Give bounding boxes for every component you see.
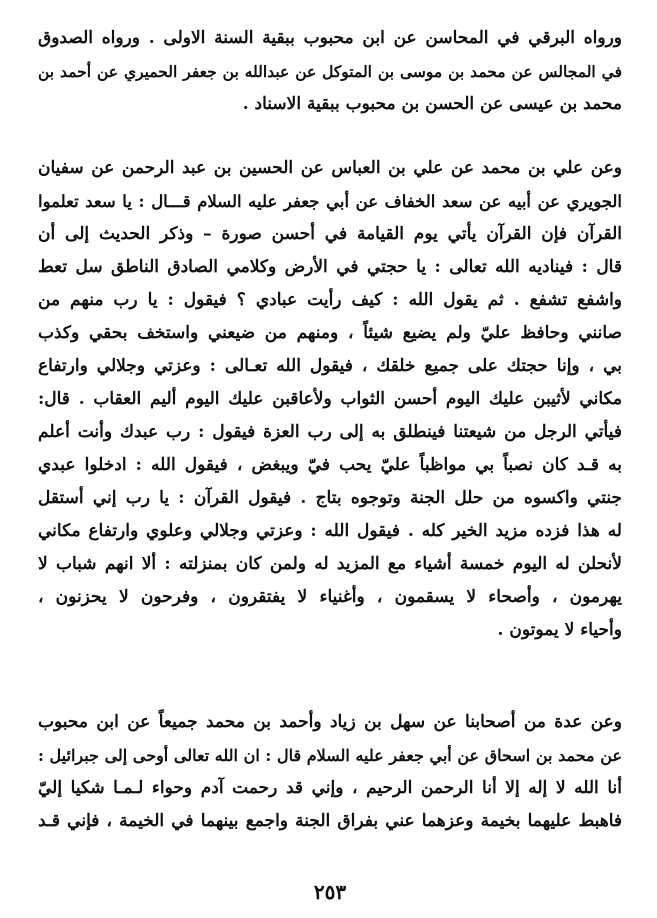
text-line: لأنحلن له اليوم خمسة أشياء مع المزيد له ولمن كان بمنزلته : ألا انهم شباب لا — [38, 554, 622, 574]
text-line: فيأتي الرجل من شيعتنا فينطلق به إلى رب العزة فيقول : رب عبدك وأنت أعلم — [38, 422, 622, 442]
text-line: يهرمون ، وأصحاء لا يسقمون ، وأغنياء لا يفتقرون ، وفرحون لا يحزنون ، — [38, 587, 622, 607]
text-line: مكاني لأثيبن عليك اليوم أحسن الثواب ولأعاقبن عليك اليوم أليم العقاب . قال: — [38, 389, 622, 409]
text-line: محمد بن عيسى عن الحسن بن محبوب ببقية الاسناد . — [242, 94, 622, 114]
text-line: عن محمد بن اسحاق عن أبي جعفر عليه السلام قال : ان الله تعالى أوحى إلى جبرائيل : — [38, 746, 622, 765]
text-line: وأحياء لا يموتون . — [497, 620, 622, 640]
text-line: فاهبط عليهما بخيمة وعزهما عني بفراق الجنة واجمع بينهما في الخيمة ، فإني قـد — [38, 811, 622, 831]
text-line: له هذا فزده مزيد الخير كله . فيقول الله : وعزتي وجلالي وعلوي وارتفاع مكاني — [38, 521, 622, 541]
text-line: القرآن فإن القرآن يأتي يوم القيامة في أحسن صورة – وذكر الحديث إلى أن — [38, 224, 622, 244]
text-line: الجويري عن أبيه عن سعد الخفاف عن أبي جعفر عليه السلام قـــال : يا سعد تعلموا — [38, 192, 622, 211]
text-line: جنتي واكسوه من حلل الجنة وتوجوه بتاج . فيقول القرآن : يا رب إني أستقل — [38, 488, 622, 508]
text-line: ورواه البرقي في المحاسن عن ابن محبوب ببقية السنة الاولى . ورواه الصدوق — [38, 28, 622, 48]
text-line: واشفع تشفع . ثم يقول الله : كيف رأيت عبادي ؟ فيقول : يا رب منهم من — [38, 290, 622, 310]
text-line: قال : فيناديه الله تعالى : يا حجتي في الأرض وكلامي الصادق الناطق سل تعط — [38, 257, 622, 277]
paragraph-3 — [38, 706, 622, 838]
text-line: في المجالس عن محمد بن موسى بن المتوكل عن عبدالله بن جعفر الحميري عن أحمد بن — [38, 62, 622, 81]
paragraph-2 — [38, 152, 622, 647]
page-number: ٢٥٣ — [313, 880, 347, 904]
text-line: وعن علي بن محمد عن علي بن العباس عن الحسين بن عبد الرحمن عن سفيان — [38, 158, 622, 178]
book-page — [38, 22, 622, 902]
text-line: به قـد كان نصباً بي مواظباً عليّ يحب فيّ ويبغض ، فيقول الله : ادخلوا عبدي — [38, 455, 622, 475]
text-line: صانني وحافظ عليّ ولم يضيع شيئاً ، ومنهم من ضيعني واستخف بحقي وكذب — [38, 323, 622, 343]
text-line: وعن عدة من أصحابنا عن سهل بن زياد وأحمد بن محمد جميعاً عن ابن محبوب — [38, 712, 622, 732]
text-line: أنا الله لا إله إلا أنا الرحمن الرحيم ، وإني قد رحمت آدم وحواء لـمـا شكيا إليّ — [38, 778, 622, 798]
paragraph-1 — [38, 22, 622, 121]
text-line: بي ، وإنا حجتك على جميع خلقك ، فيقول الله تعـالى : وعزتي وجلالي وارتفاع — [38, 356, 622, 376]
